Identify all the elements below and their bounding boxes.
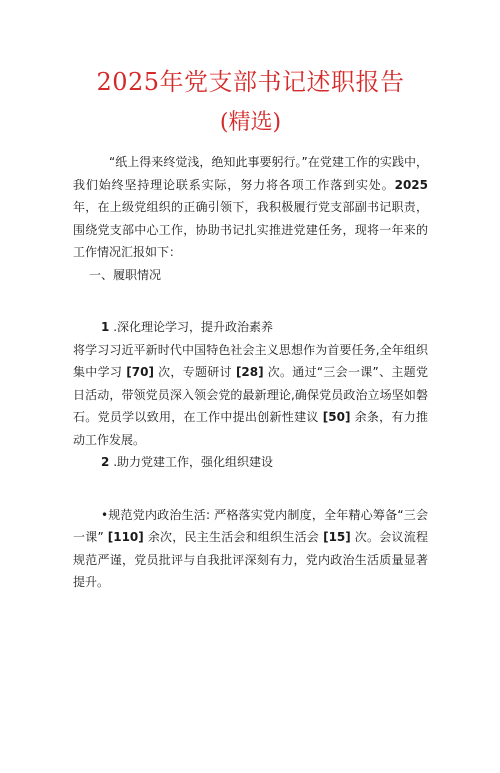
item-1-paragraph: [73, 339, 428, 452]
bullet-1-text-b: 余次，民主生活会和组织生活会: [147, 530, 320, 544]
bullet-paragraph-1: [73, 504, 428, 594]
bullet-1-lead: •规范党内政治生活: 严格落实党内制度，全年精心筹备“三会一课”: [73, 507, 428, 544]
item-2-title: .助力党建工作，强化组织建设: [113, 455, 274, 469]
document-page: [0, 66, 500, 773]
document-title: 2025年党支部书记述职报告: [96, 68, 405, 96]
bullet-1-value-meetings: [110]: [107, 530, 144, 544]
item-1-number: 1: [101, 320, 110, 334]
document-body: [73, 151, 428, 594]
item-2-heading: [73, 451, 428, 474]
section-heading-1: 一、履职情况: [89, 267, 162, 282]
item-1-text-b: 次，专题研讨: [158, 365, 232, 379]
item-1-text-d: 余条，有力推动工作发展。: [73, 410, 428, 447]
bullet-1-value-sessions: [15]: [323, 530, 351, 544]
intro-text-b: 年，在上级党组织的正确引领下，我积极履行党支部副书记职责，围绕党支部中心工作，协助书记扎实推进党建任务，现将一年来的工作情况汇报如下：: [73, 200, 428, 259]
intro-quote: “纸上得来终觉浅，绝知此事要躬行。”: [109, 155, 308, 169]
item-1-title: .深化理论学习，提升政治素养: [113, 320, 274, 334]
item-1-text-a: 将学习习近平新时代中国特色社会主义思想作为首要任务,全年组织集中学习: [73, 342, 428, 379]
item-1-value-suggestions: [50]: [322, 410, 351, 424]
bullet-1-text-c: 次。会议流程规范严谨，党员批评与自我批评深刻有力，党内政治生活质量显著提升。: [73, 530, 428, 589]
intro-paragraph: [73, 151, 428, 264]
intro-text-a: 在党建工作的实践中，我们始终坚持理论联系实际，努力将各项工作落到实处。: [73, 155, 428, 192]
item-1-text-c: 次。通过“三会一课”、主题党日活动，带领党员深入领会党的最新理论,确保党员政治立场坚如磐石。党员学以致用，在工作中提出创新性建议: [73, 365, 428, 424]
intro-year: 2025: [394, 177, 428, 192]
item-1-value-seminar: [28]: [235, 365, 264, 379]
item-1-heading: [73, 316, 428, 339]
item-2-number: 2: [101, 455, 110, 469]
item-1-value-study: [70]: [126, 365, 154, 379]
document-subtitle: (精选): [219, 110, 282, 135]
